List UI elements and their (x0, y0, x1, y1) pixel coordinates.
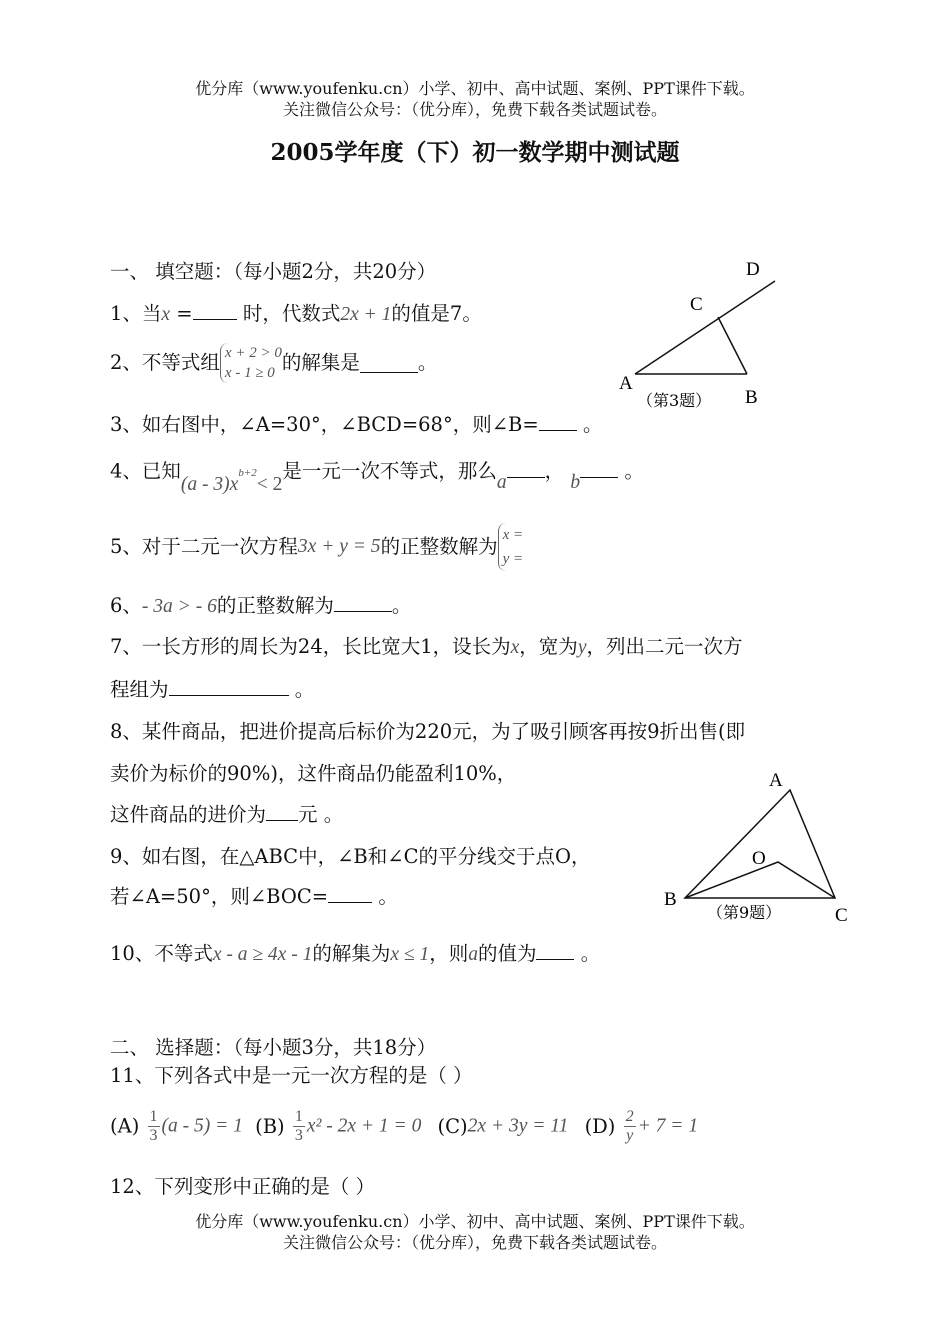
q10-ineq: x - a ≥ 4x - 1 (212, 944, 313, 965)
q11-a-den: 3 (149, 1127, 158, 1144)
q11-option-a-fraction (148, 1108, 160, 1145)
question-6 (110, 593, 411, 620)
question-7-line-1 (110, 634, 742, 661)
q11-b-num: 1 (294, 1108, 303, 1125)
q2-text-c: 。 (417, 351, 438, 374)
q10-text-b: 的解集为 (312, 942, 391, 965)
q11-option-c-expr: 2x + 3y = 11 (467, 1115, 569, 1137)
fig3-line-ad (635, 281, 775, 374)
q7-text-b: ，宽为 (519, 635, 578, 658)
fig3-line-bc (718, 317, 747, 374)
q3-text: 3、如右图中，∠A=30°，∠BCD=68°，则∠B= (110, 413, 539, 436)
q8-blank[interactable] (266, 802, 298, 821)
q5-system (498, 523, 524, 571)
q11-stem: 11、下列各式中是一元一次方程的是（ ） (110, 1064, 473, 1087)
fig3-label-a: A (619, 373, 633, 394)
header-line-2: 关注微信公众号：（优分库），免费下载各类试题试卷。 (282, 100, 667, 119)
q11-a-num: 1 (149, 1108, 158, 1125)
question-10 (110, 941, 600, 968)
question-9-line-2 (110, 884, 398, 910)
page-title: 2005学年度（下）初一数学期中测试题 (270, 139, 680, 166)
q9-text-b: 。 (378, 885, 398, 908)
q5-text-a: 5、对于二元一次方程 (110, 535, 298, 558)
q11-option-c-label[interactable]: (C) (437, 1114, 468, 1138)
section-1-heading: 一、 填空题：（每小题2分，共20分） (110, 260, 437, 283)
q1-blank[interactable] (193, 301, 237, 320)
q4-base: (a - 3)x (180, 473, 239, 495)
section-2-heading: 二、 选择题：（每小题3分，共18分） (110, 1036, 437, 1059)
q11-option-b-fraction (293, 1108, 305, 1145)
figure-3 (600, 250, 800, 420)
question-7-line-2 (110, 677, 314, 703)
question-11-options (110, 1108, 698, 1145)
question-2 (110, 343, 437, 383)
q11-option-d-rest: + 7 = 1 (637, 1115, 699, 1137)
header-line-1: 优分库（www.youfenku.cn）小学、初中、高中试题、案例、PPT课件下载。 (195, 79, 755, 98)
q10-end: 。 (580, 942, 601, 965)
q7-text-d: 程组为 (110, 678, 169, 701)
fig3-label-c: C (690, 294, 703, 315)
q9-text-a: 若∠A=50°，则∠BOC= (110, 885, 329, 908)
q7-var-y: y (577, 637, 587, 658)
fig9-label-a: A (769, 770, 783, 791)
q9-blank[interactable] (328, 884, 372, 903)
q6-text-a: 6、 (110, 594, 142, 617)
q7-text-c: ，列出二元一次方 (586, 635, 743, 658)
fig3-label-d: D (746, 259, 760, 280)
q1-var: x (161, 304, 171, 325)
q6-ineq: - 3a > - 6 (141, 596, 217, 617)
fig9-label-c: C (835, 905, 848, 926)
q4-var-a: a (496, 471, 507, 493)
q10-solution: x ≤ 1 (390, 944, 430, 965)
q10-text-c: ，则 (429, 942, 469, 965)
footer-line-2: 关注微信公众号：（优分库），免费下载各类试题试卷。 (282, 1233, 667, 1252)
q12-stem: 12、下列变形中正确的是（ ） (110, 1175, 376, 1198)
q6-blank[interactable] (334, 593, 392, 612)
q5-eq: 3x + y = 5 (297, 536, 381, 557)
q1-text-c: 的值是7。 (391, 302, 482, 325)
q3-blank[interactable] (539, 412, 577, 431)
q10-blank[interactable] (536, 941, 574, 960)
q2-row-1: x + 2 > 0 (224, 345, 282, 361)
q7-var-x: x (510, 637, 520, 658)
q5-row-1: x = (502, 527, 524, 543)
q4-exponent: b+2 (238, 467, 257, 479)
q10-text-d: 的值为 (477, 942, 537, 965)
question-4 (110, 454, 644, 495)
q2-text-a: 2、不等式组 (110, 351, 220, 374)
q3-end: 。 (582, 413, 603, 436)
q8-text-b: 元 。 (298, 803, 344, 826)
question-1 (110, 301, 482, 328)
q11-b-den: 3 (294, 1127, 303, 1144)
q11-option-a-rest: (a - 5) = 1 (161, 1115, 243, 1137)
q8-line-1: 8、某件商品，把进价提高后标价为220元，为了吸引顾客再按9折出售(即 (110, 720, 746, 743)
fig9-label-o: O (752, 848, 766, 869)
q5-text-b: 的正整数解为 (380, 535, 498, 558)
q11-option-b-label[interactable]: (B) (255, 1114, 285, 1138)
footer-line-1: 优分库（www.youfenku.cn）小学、初中、高中试题、案例、PPT课件下载。 (195, 1212, 755, 1231)
fig3-label-b: B (745, 387, 758, 408)
q7-end: 。 (294, 678, 315, 701)
q8-text-a: 这件商品的进价为 (110, 803, 267, 826)
q10-var-a: a (468, 944, 478, 965)
fig9-label-b: B (664, 889, 677, 910)
question-8-line-3 (110, 802, 343, 828)
q11-option-a-label[interactable]: (A) (110, 1114, 140, 1138)
q6-text-b: 的正整数解为 (216, 594, 334, 617)
q7-text-a: 7、一长方形的周长为24，长比宽大1，设长为 (110, 635, 511, 658)
fig9-triangle-abc (685, 790, 835, 898)
q11-d-num: 2 (625, 1108, 634, 1125)
q11-option-b-rest: x² - 2x + 1 = 0 (306, 1115, 422, 1137)
q2-system (220, 343, 282, 383)
q11-option-d-label[interactable]: (D) (584, 1114, 616, 1138)
q9-line-1: 9、如右图，在△ABC中，∠B和∠C的平分线交于点O， (110, 845, 591, 868)
q10-text-a: 10、不等式 (110, 942, 213, 965)
q1-text-a: 1、当 (110, 302, 162, 325)
q11-d-den: y (626, 1127, 634, 1144)
fig9-caption: （第9题） (707, 903, 782, 922)
q4-blank-b[interactable] (580, 459, 618, 478)
q4-comma: ， (544, 459, 565, 483)
question-5 (110, 523, 523, 571)
q1-text-b: 时，代数式 (242, 302, 341, 325)
q2-blank[interactable] (360, 354, 418, 373)
q4-text-a: 4、已知 (110, 459, 181, 483)
q5-row-2: y = (502, 551, 524, 567)
q1-eq: = (176, 302, 193, 325)
q8-line-2: 卖价为标价的90%)，这件商品仍能盈利10%， (110, 762, 517, 785)
q6-end: 。 (391, 594, 412, 617)
q4-ineq: < 2 (256, 473, 283, 495)
question-3 (110, 412, 602, 438)
q4-end: 。 (624, 459, 644, 483)
q4-var-b: b (570, 471, 581, 493)
figure-9 (655, 760, 865, 930)
q11-option-d-fraction (624, 1108, 636, 1145)
q2-row-2: x - 1 ≥ 0 (224, 365, 275, 381)
q7-blank[interactable] (169, 677, 289, 696)
q2-text-b: 的解集是 (281, 351, 360, 374)
q4-text-b: 是一元一次不等式，那么 (282, 459, 497, 483)
fig3-caption: （第3题） (637, 391, 712, 410)
q1-expr: 2x + 1 (340, 304, 392, 325)
q4-blank-a[interactable] (507, 459, 545, 478)
